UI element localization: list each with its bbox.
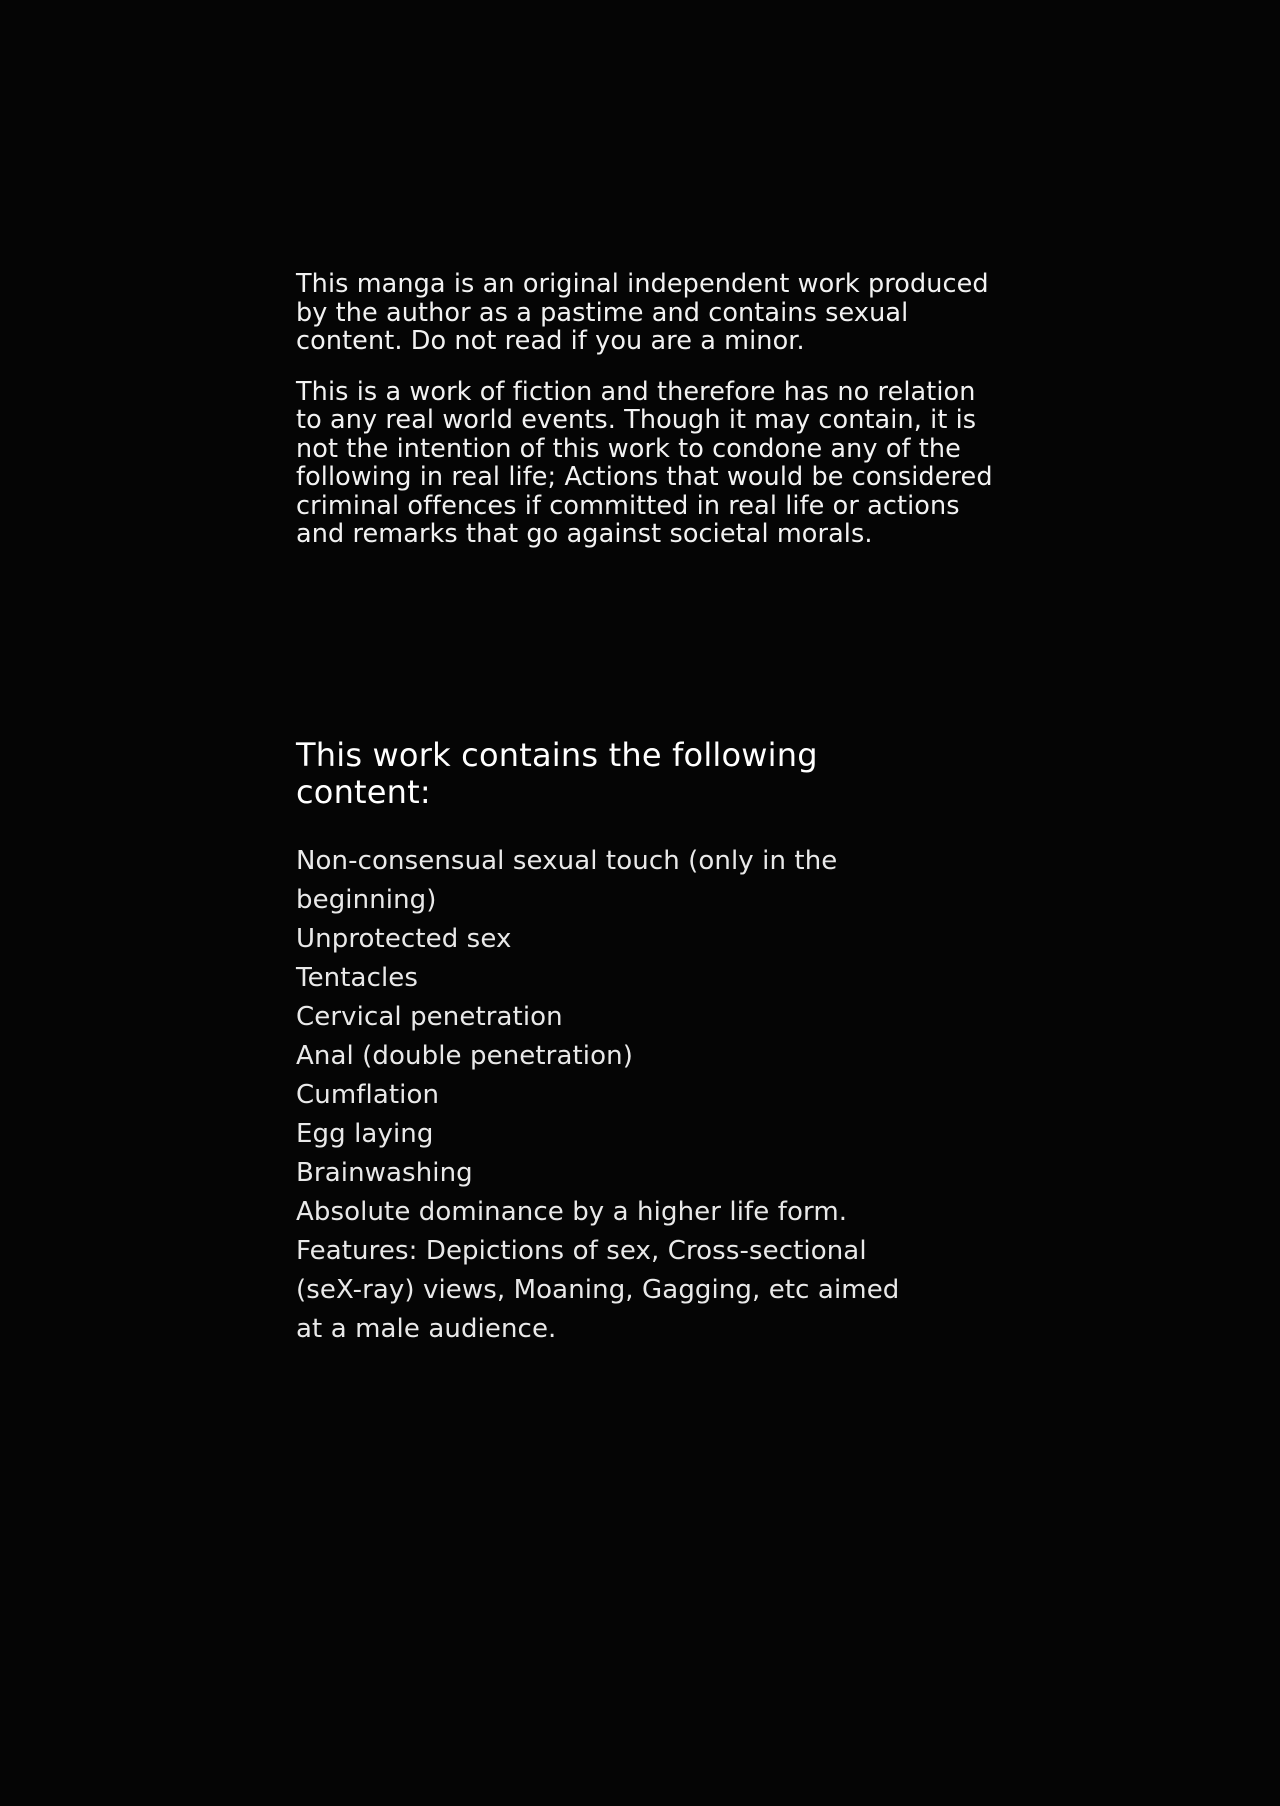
disclaimer-block <box>296 270 996 549</box>
list-item: Features: Depictions of sex, Cross-sectional (seX-ray) views, Moaning, Gagging, etc aimed at a male audience. <box>296 1235 900 1344</box>
list-item: Non-consensual sexual touch (only in the beginning) <box>296 845 838 915</box>
list-item: Tentacles <box>296 962 419 993</box>
disclaimer-paragraph-1: This manga is an original independent work produced by the author as a pastime and contains sexual content. Do not read if you are a minor. <box>296 269 989 357</box>
list-item: Egg laying <box>296 1118 434 1149</box>
page-content <box>296 270 996 1375</box>
list-item: Unprotected sex <box>296 923 512 954</box>
list-item: Cumflation <box>296 1079 440 1110</box>
content-warning-list <box>296 842 916 1349</box>
content-list-heading: This work contains the following content: <box>296 735 818 812</box>
disclaimer-paragraph-2: This is a work of fiction and therefore has no relation to any real world events. Though it may contain, it is not the intention of this work to condone any of the following in real life; Actions that would be considered criminal offences if committed in real life or actions and remarks that go against societal morals. <box>296 376 993 550</box>
list-item: Absolute dominance by a higher life form. <box>296 1196 848 1227</box>
list-item: Cervical penetration <box>296 1001 563 1032</box>
list-item: Anal (double penetration) <box>296 1040 633 1071</box>
list-item: Brainwashing <box>296 1157 473 1188</box>
